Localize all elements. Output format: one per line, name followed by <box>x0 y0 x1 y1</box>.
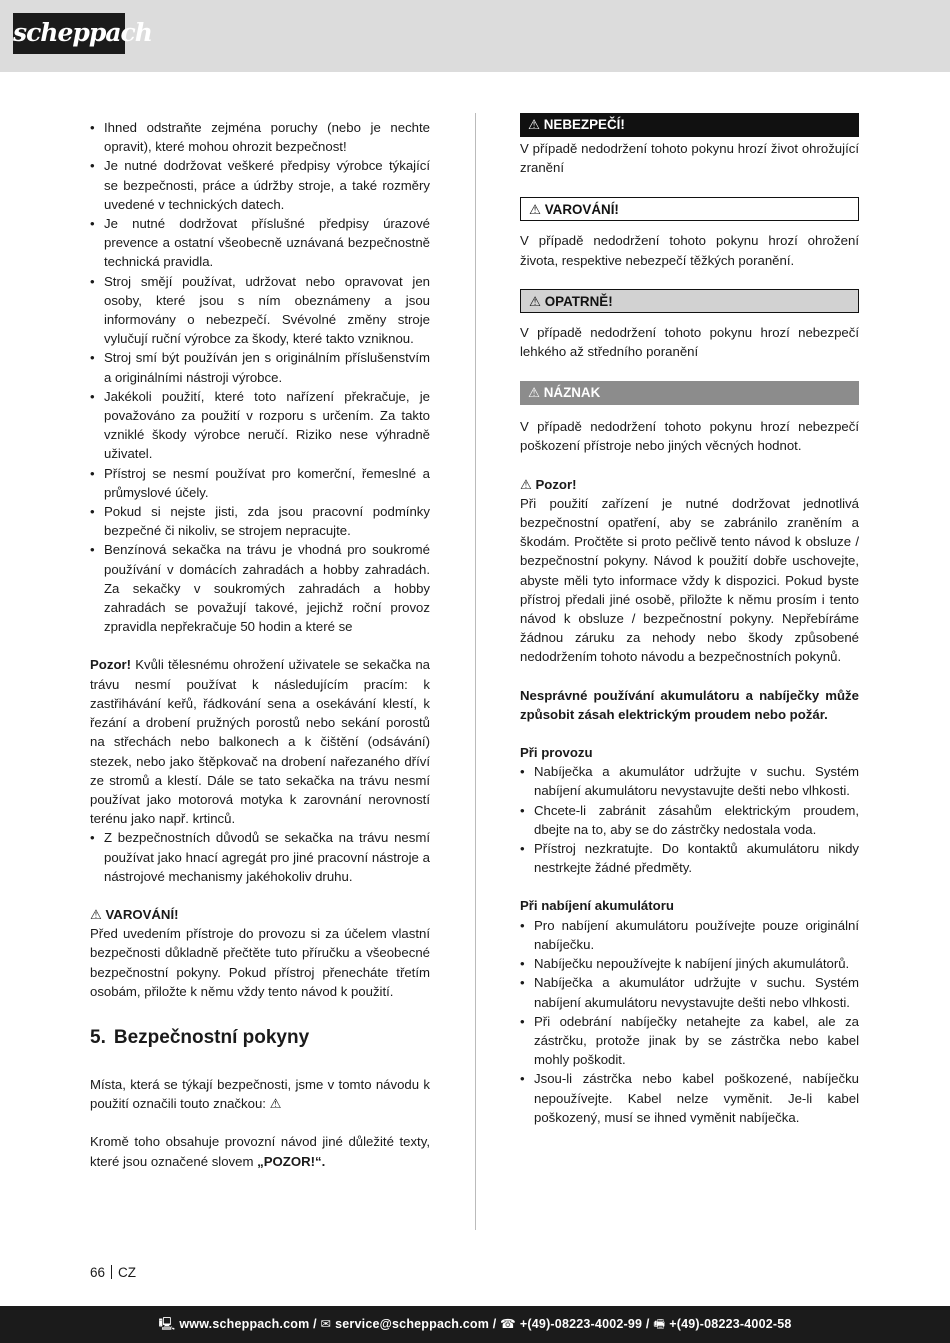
caution-text: V případě nedodržení tohoto pokynu hrozí nebezpečí lehkého až středního poranění <box>520 324 859 360</box>
intro2-text: Kromě toho obsahuje provozní návod jiné důležité texty, které jsou označené slovem <box>90 1134 430 1169</box>
right-column <box>520 113 859 1127</box>
list-item: • Ihned odstraňte zejména poruchy (nebo je nechte opravit), které mohou ohrozit bezpečnost! <box>90 118 430 156</box>
safety-rules-list <box>90 118 430 636</box>
list-item: • Jsou-li zástrčka nebo kabel poškozené, nabíječku nepoužívejte. Kabel nelze vyměnit. Je-li kabel poškozený, musí se ihned vyměnit nabíječka. <box>520 1069 859 1127</box>
footer-email-link[interactable]: service@scheppach.com / <box>335 1317 497 1331</box>
page-number <box>90 1265 136 1280</box>
pozor-body: Při použití zařízení je nutné dodržovat jednotlivá bezpečnostní opatření, aby se zabránilo zraněním a škodám. Pročtěte si proto pečlivě tento návod k obsluze / bezpečnostní pokyny. Návod k použití dobře uschovejte, abyste měli tyto informace vždy k dispozici. Pokud byste přístroj předali jiné osobě, přiložte k němu prosím i tento návod k obsluze / bezpečnostní pokyny. Nepřebíráme žádnou záruku za nehody nebo škody způsobené nedodržením tohoto návodu a bezpečnostních pokynů. <box>520 495 859 665</box>
warning-text: Před uvedením přístroje do provozu si za účelem vlastní bezpečnosti důkladně přečtěte tuto příručku a všeobecné bezpečnostní pokyny. Pokud přístroj přenecháte třetím osobám, přiložte k němu vždy tento návod k použití. <box>90 926 430 999</box>
page-number-value: 66 <box>90 1265 106 1280</box>
footer-fax: +(49)-08223-4002-58 <box>669 1317 792 1331</box>
pozor-paragraph <box>90 655 430 828</box>
header-bar <box>0 0 950 72</box>
caution-signal-bar: ⚠ OPATRNĚ! <box>520 289 859 313</box>
charging-heading: Při nabíjení akumulátoru <box>520 898 674 914</box>
list-item: • Přístroj nezkratujte. Do kontaktů akumulátoru nikdy nestrkejte žádné předměty. <box>520 839 859 877</box>
list-item: • Přístroj se nesmí používat pro komerční, řemeslné a průmyslové účely. <box>90 464 430 502</box>
intro2-paragraph <box>90 1132 430 1170</box>
pozor-text: Kvůli tělesnému ohrožení uživatele se sekačka na trávu nesmí používat k následujícím pracím: k zastřihávání keřů, řádkování sena a osekávání klestí, k řezání a drobení pružných porostů nebo sekání porostů na střechách nebo balkonech a k čištění (odsávání) stezek, nebo jako štěpkovač na drobení nařezaného dříví ze stromů a klestí. Dále se tato sekačka na trávu nesmí používat jako motorová motyka k zarovnání nerovností terénu jako např. krtinců. <box>90 657 430 827</box>
pozor-heading: ⚠ Pozor! <box>520 476 577 492</box>
list-item: • Jakékoli použití, které toto nařízení překračuje, je považováno za použití v rozporu s určením. Za takto vzniklé škody výrobce neručí. Riziko nese výhradně uživatel. <box>90 387 430 464</box>
column-divider <box>475 113 476 1230</box>
brand-logo: scheppach <box>13 13 125 54</box>
section-title-text: Bezpečnostní pokyny <box>113 1026 310 1048</box>
list-item: • Je nutné dodržovat příslušné předpisy úrazové prevence a ostatní všeobecně uznávaná bezpečnostně technická pravidla. <box>90 214 430 272</box>
warning-signal-bar: ⚠ VAROVÁNÍ! <box>520 197 859 221</box>
list-item: • Stroj smějí používat, udržovat nebo opravovat jen osoby, které jsou s ním obeznámeny a jsou informovány o nebezpečí. Svévolné změny stroje vylučují ruční výrobce za škody, které takto vzniknou. <box>90 272 430 349</box>
pozor-label: Pozor! <box>90 657 132 673</box>
list-item: • Pro nabíjení akumulátoru používejte pouze originální nabíječku. <box>520 916 859 954</box>
list-item: • Stroj smí být používán jen s originálním příslušenstvím a originálními nástroji výrobce. <box>90 348 430 386</box>
danger-text: V případě nedodržení tohoto pokynu hrozí život ohrožující zranění <box>520 141 859 176</box>
computer-icon: 🖳 <box>158 1317 176 1331</box>
drive-unit-list <box>90 828 430 886</box>
intro-text: Místa, která se týkají bezpečnosti, jsme v tomto návodu k použití označili touto značkou: ⚠ <box>90 1076 430 1112</box>
list-item: • Chcete-li zabránit zásahům elektrickým proudem, dbejte na to, aby se do zástrčky nedostala voda. <box>520 801 859 839</box>
list-item: • Nabíječku nepoužívejte k nabíjení jiných akumulátorů. <box>520 954 859 973</box>
notice-signal-bar: ⚠ NÁZNAK <box>520 381 859 405</box>
operation-heading: Při provozu <box>520 745 593 761</box>
page-language: CZ <box>118 1265 137 1280</box>
list-item: • Je nutné dodržovat veškeré předpisy výrobce týkající se bezpečnosti, práce a údržby stroje, a také rozměry uvedené v technických datech. <box>90 156 430 214</box>
footer-web-link[interactable]: www.scheppach.com / <box>179 1317 317 1331</box>
mail-icon: ✉ <box>320 1317 332 1331</box>
battery-warning: Nesprávné používání akumulátoru a nabíječky může způsobit zásah elektrickým proudem nebo požár. <box>520 687 859 722</box>
warning-heading: ⚠ VAROVÁNÍ! <box>90 906 179 922</box>
footer-phone: +(49)-08223-4002-99 / <box>519 1317 650 1331</box>
warning-signal-text: V případě nedodržení tohoto pokynu hrozí ohrožení života, respektive nebezpečí těžkých poranění. <box>520 233 859 268</box>
list-item: • Nabíječka a akumulátor udržujte v suchu. Systém nabíjení akumulátoru nevystavujte dešti nebo vlhkosti. <box>520 762 859 800</box>
operation-list <box>520 762 859 877</box>
list-item: • Z bezpečnostních důvodů se sekačka na trávu nesmí používat jako hnací agregát pro jiné pracovní nástroje a nástrojové mechanismy jakéhokoliv druhu. <box>90 828 430 886</box>
page-number-separator <box>111 1265 112 1279</box>
section-number: 5. <box>90 1026 106 1048</box>
charging-list <box>520 916 859 1127</box>
list-item: • Pokud si nejste jisti, zda jsou pracovní podmínky bezpečné či nikoliv, se strojem nepracujte. <box>90 502 430 540</box>
list-item: • Při odebrání nabíječky netahejte za kabel, ale za zástrčku, protože jinak by se zástrčka nebo kabel mohly poškodit. <box>520 1012 859 1070</box>
intro2-bold: „POZOR!“. <box>257 1153 326 1169</box>
phone-icon: ☎ <box>500 1317 516 1331</box>
section-title <box>90 1026 430 1050</box>
danger-signal-bar: ⚠ NEBEZPEČÍ! <box>520 113 859 137</box>
list-item: • Benzínová sekačka na trávu je vhodná pro soukromé používání v domácích zahradách a hobby zahradách. Za sekačky v soukromých zahradách a hobby zahradách se považují takové, jejichž roční provoz zpravidla nepřekračuje 50 hodin a které se <box>90 540 430 636</box>
left-column <box>90 118 430 1171</box>
footer-bar <box>0 1306 950 1343</box>
fax-icon: 🖷 <box>653 1317 666 1331</box>
list-item: • Nabíječka a akumulátor udržujte v suchu. Systém nabíjení akumulátoru nevystavujte dešti nebo vlhkosti. <box>520 973 859 1011</box>
notice-text: V případě nedodržení tohoto pokynu hrozí nebezpečí poškození přístroje nebo jiných věcných hodnot. <box>520 419 859 454</box>
